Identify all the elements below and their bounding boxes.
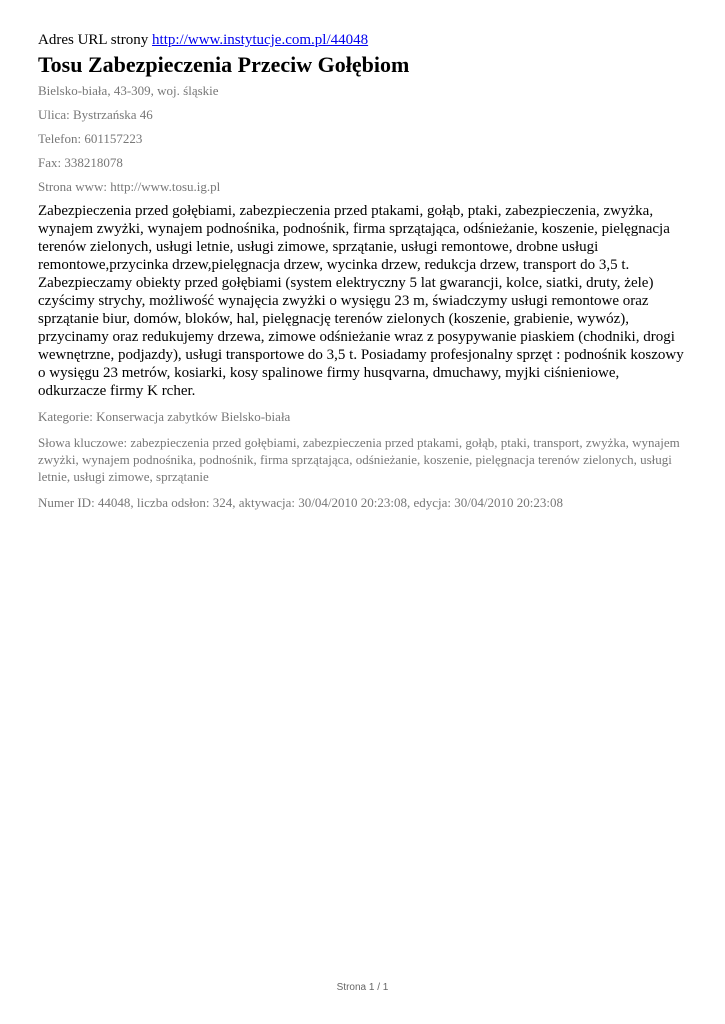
phone-text: Telefon: 601157223: [38, 131, 143, 146]
address-text: Bielsko-biała, 43-309, woj. śląskie: [38, 83, 219, 98]
fax-text: Fax: 338218078: [38, 155, 123, 170]
category-text: Kategorie: Konserwacja zabytków Bielsko-biała: [38, 409, 291, 424]
street-text: Ulica: Bystrzańska 46: [38, 107, 153, 122]
document-page: [38, 30, 686, 520]
website-text: Strona www: http://www.tosu.ig.pl: [38, 179, 221, 194]
record-info-text: Numer ID: 44048, liczba odsłon: 324, aktywacja: 30/04/2010 20:23:08, edycja: 30/04/2010 20:23:08: [38, 495, 563, 510]
keywords-text: Słowa kluczowe: zabezpieczenia przed gołębiami, zabezpieczenia przed ptakami, gołąb, ptaki, transport, zwyżka, wynajem zwyżki, wynajem podnośnika, podnośnik, firma sprzątająca, odśnieżanie, koszenie, pielęgnacja terenów zielonych, usługi letnie, usługi zimowe, sprzątanie: [38, 435, 680, 484]
url-link[interactable]: http://www.instytucje.com.pl/44048: [152, 32, 369, 48]
description-text: Zabezpieczenia przed gołębiami, zabezpieczenia przed ptakami, gołąb, ptaki, zabezpieczenia, zwyżka, wynajem zwyżki, wynajem podnośnika, podnośnik, firma sprzątająca, odśnieżanie, koszenie, pielęgnacja terenów zielonych, usługi letnie, usługi zimowe, sprzątanie, usługi remontowe, drobne usługi remontowe,przycinka drzew,pielęgnacja drzew, wycinka drzew, redukcja drzew, transport do 3,5 t. Zabezpieczamy obiekty przed gołębiami (system elektryczny 5 lat gwarancji, kolce, siatki, druty, żele) czyścimy strychy, możliwość wynajęcia zwyżki o wysięgu 23 m, świadczymy usługi remontowe oraz sprzątanie biur, domów, bloków, hal, pielęgnację terenów zielonych (koszenie, grabienie, wywóz), przycinamy oraz redukujemy drzewa, zimowe odśnieżanie wraz z posypywanie piaskiem (chodniki, drogi wewnętrzne, podjazdy), usługi transportowe do 3,5 t. Posiadamy profesjonalny sprzęt : podnośnik koszowy o wysięgu 23 metrów, kosiarki, kosy spalinowe firmy husqvarna, dmuchawy, myjki ciśnieniowe, odkurzacze firmy K rcher.: [38, 203, 684, 399]
url-label: Adres URL strony: [38, 32, 149, 48]
url-line: [38, 30, 686, 50]
page-number: Strona 1 / 1: [336, 982, 389, 993]
page-title: Tosu Zabezpieczenia Przeciw Gołębiom: [38, 52, 410, 77]
